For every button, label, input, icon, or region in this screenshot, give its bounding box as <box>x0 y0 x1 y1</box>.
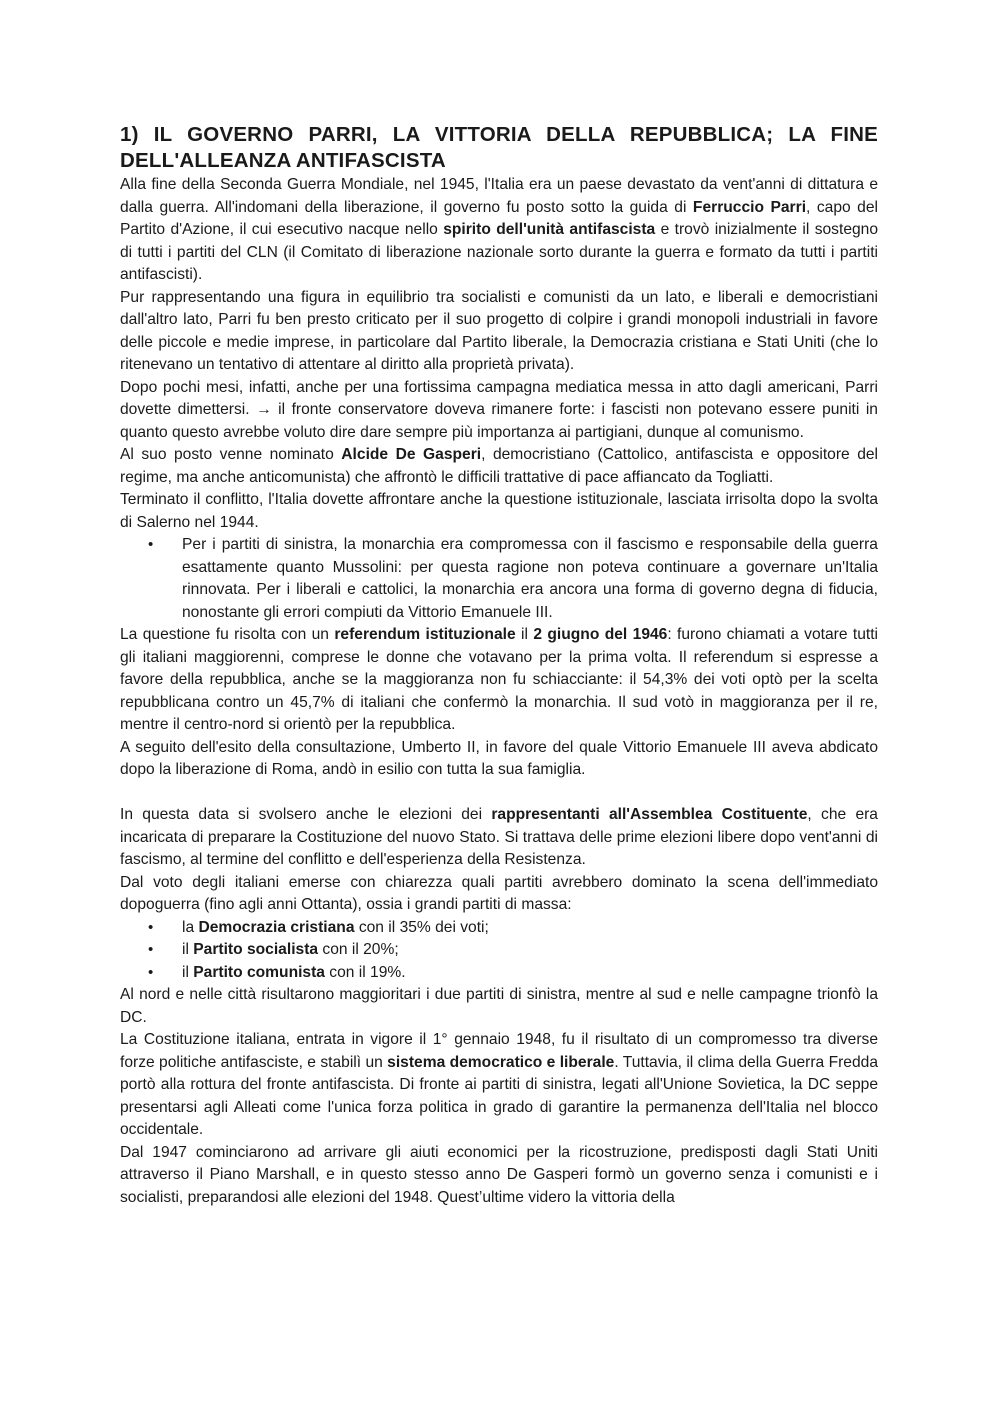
bold-text: Democrazia cristiana <box>198 918 355 936</box>
bold-text: Partito comunista <box>193 963 325 981</box>
text: con il 35% dei voti; <box>354 918 489 936</box>
list-item: • Per i partiti di sinistra, la monarchia era compromessa con il fascismo e responsabile della guerra esattamente quanto Mussolini: per questa ragione non poteva continuare a governare un'Italia rinnovata. Per i liberali e cattolici, la monarchia era ancora una forma di governo degna di fiducia, nonostante gli errori compiuti da Vittorio Emanuele III. <box>182 534 878 624</box>
text: e trovò inizialmente il sostegno di tutti i partiti del CLN (il Comitato di liberazione nazionale sorto durante la guerra e formato da tutti i partiti antifascisti). <box>120 221 879 283</box>
bullet-list-parties <box>120 917 878 985</box>
bold-text: 2 giugno del 1946 <box>533 626 668 643</box>
bold-text: sistema democratico e liberale <box>387 1053 615 1071</box>
bold-text: Ferruccio Parri <box>692 198 807 216</box>
document-page <box>120 122 878 1209</box>
section-title: 1) IL GOVERNO PARRI, LA VITTORIA DELLA REPUBBLICA; LA FINE DELL'ALLEANZA ANTIFASCISTA <box>120 123 878 172</box>
text: con il 19%. <box>324 963 406 981</box>
text: , capo del Partito d'Azione, il cui esecutivo nacque nello <box>120 198 878 238</box>
text: con il 20%; <box>318 941 399 958</box>
list-item <box>182 939 878 962</box>
list-item <box>182 962 878 985</box>
text: il <box>182 941 194 958</box>
arrow-right-icon: → <box>256 401 272 418</box>
text: il fronte conservatore doveva rimanere forte: i fascisti non potevano essere puniti in quanto questo avrebbe voluto dire dare sempre più importanza ai partigiani, dunque al comunismo. <box>120 401 878 441</box>
text: . Tuttavia, il clima della Guerra Fredda portò alla rottura del fronte antifascista. Di fronte ai partiti di sinistra, legati all'Unione Sovietica, la DC seppe presentarsi agli Alleati come l'unica forza politica in grado di garantire la permanenza dell'Italia nel blocco occidentale. <box>120 1053 878 1138</box>
paragraph-parri-government <box>120 174 878 287</box>
paragraph-constitution <box>120 1029 878 1142</box>
paragraph-constituent-assembly <box>120 804 878 872</box>
bold-text: referendum istituzionale <box>334 626 516 643</box>
paragraph-parri-resignation <box>120 377 878 445</box>
text: , democristiano (Cattolico, antifascista e oppositore del regime, ma anche anticomunista) che affrontò le difficili trattative di pace affiancato da Togliatti. <box>120 446 879 486</box>
text: Al suo posto venne nominato <box>120 446 342 463</box>
paragraph-de-gasperi <box>120 444 878 489</box>
text: : furono chiamati a votare tutti gli italiani maggiorenni, comprese le donne che votavano per la prima volta. Il referendum si espresse a favore della repubblica, anche se la maggioranza non fu schiacciante: il 54,3% dei voti optò per la scelta repubblicana contro un 45,7% di italiani che confermò la monarchia. Il sud votò in maggioranza per il re, mentre il centro-nord si orientò per la repubblica. <box>120 626 879 733</box>
text: , che era incaricata di preparare la Costituzione del nuovo Stato. Si trattava delle prime elezioni libere dopo vent'anni di fascismo, al termine del conflitto e dell'esperienza della Resistenza. <box>120 806 878 868</box>
text: La Costituzione italiana, entrata in vigore il 1° gennaio 1948, fu il risultato di un compromesso tra diverse forze politiche antifasciste, e stabilì un <box>120 1031 878 1071</box>
text: In questa data si svolsero anche le elezioni dei <box>120 806 492 823</box>
paragraph-parri-criticism: Pur rappresentando una figura in equilibrio tra socialisti e comunisti da un lato, e liberali e democristiani dall'altro lato, Parri fu ben presto criticato per il suo progetto di colpire i grandi monopoli industriali in favore delle piccole e medie imprese, in particolare dal Partito liberale, la Democrazia cristiana e Stati Uniti (che lo ritenevano un tentativo di attentare al diritto alla proprietà privata). <box>120 288 878 373</box>
paragraph-marshall-plan: Dal 1947 cominciarono ad arrivare gli aiuti economici per la ricostruzione, predisposti dagli Stati Uniti attraverso il Piano Marshall, e in questo stesso anno De Gasperi formò un governo senza i comunisti e i socialisti, preparandosi alle elezioni del 1948. Quest’ultime videro la vittoria della <box>120 1143 878 1206</box>
paragraph-institutional-question: Terminato il conflitto, l'Italia dovette affrontare anche la questione istituzionale, lasciata irrisolta dopo la svolta di Salerno nel 1944. <box>120 491 878 531</box>
bold-text: Alcide De Gasperi <box>341 446 482 463</box>
bold-text: rappresentanti all'Assemblea Costituente <box>491 806 808 823</box>
bold-text: Partito socialista <box>193 941 319 958</box>
paragraph-umberto-exile: A seguito dell'esito della consultazione, Umberto II, in favore del quale Vittorio Emanuele III aveva abdicato dopo la liberazione di Roma, andò in esilio con tutta la sua famiglia. <box>120 738 878 778</box>
bold-text: spirito dell'unità antifascista <box>443 221 656 238</box>
text: il <box>515 626 534 643</box>
text: Alla fine della Seconda Guerra Mondiale, nel 1945, l'Italia era un paese devastato da vent'anni di dittatura e dalla guerra. All'indomani della liberazione, il governo fu posto sotto la guida di <box>120 176 878 216</box>
paragraph-north-south: Al nord e nelle città risultarono maggioritari i due partiti di sinistra, mentre al sud e nelle campagne trionfò la DC. <box>120 986 878 1026</box>
list-item <box>182 917 878 940</box>
paragraph-mass-parties: Dal voto degli italiani emerse con chiarezza quali partiti avrebbero dominato la scena dell'immediato dopoguerra (fino agli anni Ottanta), ossia i grandi partiti di massa: <box>120 873 878 913</box>
text: il <box>182 963 194 981</box>
paragraph-referendum <box>120 624 878 737</box>
text: la <box>182 918 199 936</box>
text: Dopo pochi mesi, infatti, anche per una fortissima campagna mediatica messa in atto dagli americani, Parri dovette dimettersi. <box>120 378 878 418</box>
bullet-list-monarchy <box>120 534 878 624</box>
text: La questione fu risolta con un <box>120 626 335 643</box>
